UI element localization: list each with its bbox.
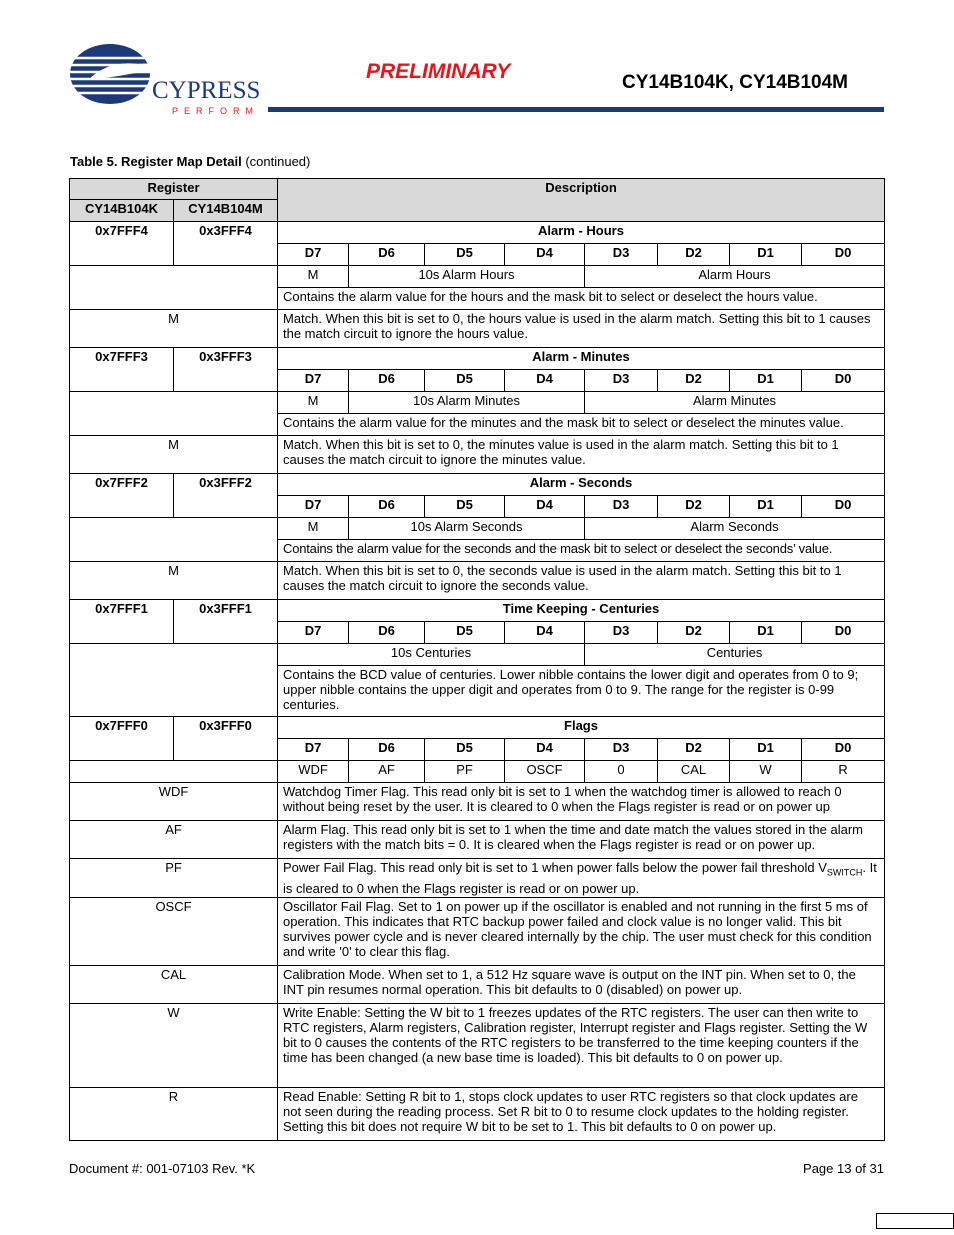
register-description: Contains the alarm value for the minutes and the mask bit to select or deselect the minutes value. (278, 414, 885, 436)
feedback-box[interactable] (876, 1213, 954, 1229)
bit-header: D5 (425, 244, 505, 266)
cy14b104m-header: CY14B104M (174, 200, 278, 222)
caption-suffix: (continued) (241, 154, 311, 169)
flag-description: Calibration Mode. When set to 1, a 512 Hz square wave is output on the INT pin. When set to 0, the INT pin resumes normal operation. This bit defaults to 0 (disabled) on power up. (278, 965, 885, 1003)
flag-description (278, 859, 885, 898)
flag-description: Oscillator Fail Flag. Set to 1 on power up if the oscillator is enabled and not running in the first 5 ms of operation. This indicates that RTC backup power failed and clock value is no longer valid. This bit survives power cycle and is never cleared internally by the chip. The user must check for this condition and write '0' to clear this flag. (278, 897, 885, 965)
bit-header: D3 (585, 622, 658, 644)
header-rule (268, 107, 884, 112)
flag-description: Write Enable: Setting the W bit to 1 freezes updates of the RTC registers. The user can then write to RTC registers, Alarm registers, Calibration register, Interrupt register and Flags register. Setting the W bit to 0 causes the contents of the RTC registers to be transferred to the time keeping counters if the time has been changed (a new base time is loaded). This bit defaults to 0 on power up. (278, 1003, 885, 1087)
bit-header: D4 (505, 370, 585, 392)
bit-field: 10s Alarm Hours (349, 266, 585, 288)
register-description: Contains the alarm value for the seconds and the mask bit to select or deselect the seconds’ value. (278, 540, 885, 562)
blank-cell (70, 392, 278, 436)
bit-header: D0 (802, 622, 885, 644)
address-k: 0x7FFF2 (70, 474, 174, 518)
page-number: Page 13 of 31 (803, 1161, 884, 1176)
bit-header: D0 (802, 739, 885, 761)
register-title: Alarm - Minutes (278, 348, 885, 370)
register-title: Time Keeping - Centuries (278, 600, 885, 622)
flag-bit: R (802, 761, 885, 783)
address-m: 0x3FFF4 (174, 222, 278, 266)
bit-label: M (70, 310, 278, 348)
flag-bit: CAL (658, 761, 730, 783)
bit-field: Alarm Minutes (585, 392, 885, 414)
description-header: Description (278, 179, 885, 222)
bit-header: D2 (658, 622, 730, 644)
table-caption (70, 154, 310, 169)
bit-header: D1 (730, 622, 802, 644)
register-description: Contains the BCD value of centuries. Lower nibble contains the lower digit and operates from 0 to 9; upper nibble contains the upper digit and operates from 0 to 9. The range for the register is 0-99 centuries. (278, 666, 885, 717)
cy14b104k-header: CY14B104K (70, 200, 174, 222)
register-map-table (69, 178, 885, 1141)
bit-field: Centuries (585, 644, 885, 666)
flag-label: W (70, 1003, 278, 1087)
bit-header: D1 (730, 244, 802, 266)
flag-description: Alarm Flag. This read only bit is set to 1 when the time and date match the values stored in the alarm registers with the match bits = 0. It is cleared when the Flags register is read or on power up. (278, 821, 885, 859)
bit-header: D6 (349, 370, 425, 392)
flag-label: WDF (70, 783, 278, 821)
bit-header: D5 (425, 622, 505, 644)
bit-field: 10s Centuries (278, 644, 585, 666)
cypress-logo (68, 40, 264, 120)
register-title: Flags (278, 717, 885, 739)
flag-bit: W (730, 761, 802, 783)
bit-header: D4 (505, 622, 585, 644)
bit-header: D7 (278, 244, 349, 266)
bit-field: 10s Alarm Minutes (349, 392, 585, 414)
bit-header: D6 (349, 496, 425, 518)
bit-header: D4 (505, 496, 585, 518)
bit-description: Match. When this bit is set to 0, the hours value is used in the alarm match. Setting this bit to 1 causes the match circuit to ignore the hours value. (278, 310, 885, 348)
flag-label: OSCF (70, 897, 278, 965)
pf-desc-a: Power Fail Flag. This read only bit is set to 1 when power falls below the power fail threshold V (283, 860, 827, 875)
bit-header: D4 (505, 244, 585, 266)
bit-header: D3 (585, 739, 658, 761)
flag-label: PF (70, 859, 278, 898)
bit-field: M (278, 518, 349, 540)
blank-cell (70, 761, 278, 783)
bit-field: Alarm Hours (585, 266, 885, 288)
bit-description: Match. When this bit is set to 0, the minutes value is used in the alarm match. Setting this bit to 1 causes the match circuit to ignore the minutes value. (278, 436, 885, 474)
address-m: 0x3FFF0 (174, 717, 278, 761)
bit-label: M (70, 436, 278, 474)
bit-header: D7 (278, 739, 349, 761)
flag-bit: AF (349, 761, 425, 783)
address-k: 0x7FFF0 (70, 717, 174, 761)
logo-tagline: PERFORM (172, 106, 259, 116)
bit-header: D7 (278, 370, 349, 392)
address-k: 0x7FFF4 (70, 222, 174, 266)
register-description: Contains the alarm value for the hours and the mask bit to select or deselect the hours value. (278, 288, 885, 310)
flag-bit: WDF (278, 761, 349, 783)
flag-label: R (70, 1087, 278, 1140)
bit-header: D0 (802, 370, 885, 392)
logo-wordmark: CYPRESS (152, 77, 261, 104)
blank-cell (70, 644, 278, 717)
flag-bit: PF (425, 761, 505, 783)
page-header (0, 0, 954, 130)
bit-label: M (70, 562, 278, 600)
address-m: 0x3FFF2 (174, 474, 278, 518)
bit-header: D1 (730, 370, 802, 392)
flag-description: Watchdog Timer Flag. This read only bit is set to 1 when the watchdog timer is allowed to reach 0 without being reset by the user. It is cleared to 0 when the Flags register is read or on power up (278, 783, 885, 821)
bit-field: M (278, 392, 349, 414)
bit-header: D2 (658, 244, 730, 266)
bit-header: D1 (730, 739, 802, 761)
flag-bit: OSCF (505, 761, 585, 783)
bit-header: D3 (585, 370, 658, 392)
bit-header: D5 (425, 739, 505, 761)
bit-header: D0 (802, 244, 885, 266)
bit-field: Alarm Seconds (585, 518, 885, 540)
register-title: Alarm - Hours (278, 222, 885, 244)
bit-header: D2 (658, 739, 730, 761)
bit-header: D3 (585, 244, 658, 266)
blank-cell (70, 266, 278, 310)
pf-desc-subscript: SWITCH (826, 867, 863, 878)
flag-bit: 0 (585, 761, 658, 783)
bit-description: Match. When this bit is set to 0, the seconds value is used in the alarm match. Setting this bit to 1 causes the match circuit to ignore the seconds value. (278, 562, 885, 600)
document-number: Document #: 001-07103 Rev. *K (69, 1161, 256, 1176)
bit-header: D2 (658, 496, 730, 518)
bit-header: D7 (278, 496, 349, 518)
document-title: CY14B104K, CY14B104M (622, 72, 849, 93)
bit-header: D2 (658, 370, 730, 392)
blank-cell (70, 518, 278, 562)
pf-desc-b: . It is cleared to 0 when the Flags register is read or on power up. (283, 860, 877, 896)
address-m: 0x3FFF1 (174, 600, 278, 644)
flag-label: AF (70, 821, 278, 859)
register-header: Register (70, 179, 278, 200)
bit-header: D1 (730, 496, 802, 518)
bit-header: D5 (425, 496, 505, 518)
address-m: 0x3FFF3 (174, 348, 278, 392)
bit-header: D0 (802, 496, 885, 518)
preliminary-label: PRELIMINARY (366, 60, 511, 83)
bit-header: D7 (278, 622, 349, 644)
address-k: 0x7FFF3 (70, 348, 174, 392)
flag-description: Read Enable: Setting R bit to 1, stops clock updates to user RTC registers so that clock updates are not seen during the reading process. Set R bit to 0 to resume clock updates to the holding register. Setting this bit does not require W bit to be set to 1. This bit defaults to 0 on power up. (278, 1087, 885, 1140)
register-title: Alarm - Seconds (278, 474, 885, 496)
address-k: 0x7FFF1 (70, 600, 174, 644)
bit-header: D5 (425, 370, 505, 392)
bit-field: M (278, 266, 349, 288)
caption-label: Table 5. Register Map Detail (70, 154, 242, 169)
bit-header: D3 (585, 496, 658, 518)
bit-field: 10s Alarm Seconds (349, 518, 585, 540)
flag-label: CAL (70, 965, 278, 1003)
bit-header: D6 (349, 622, 425, 644)
bit-header: D4 (505, 739, 585, 761)
bit-header: D6 (349, 739, 425, 761)
bit-header: D6 (349, 244, 425, 266)
